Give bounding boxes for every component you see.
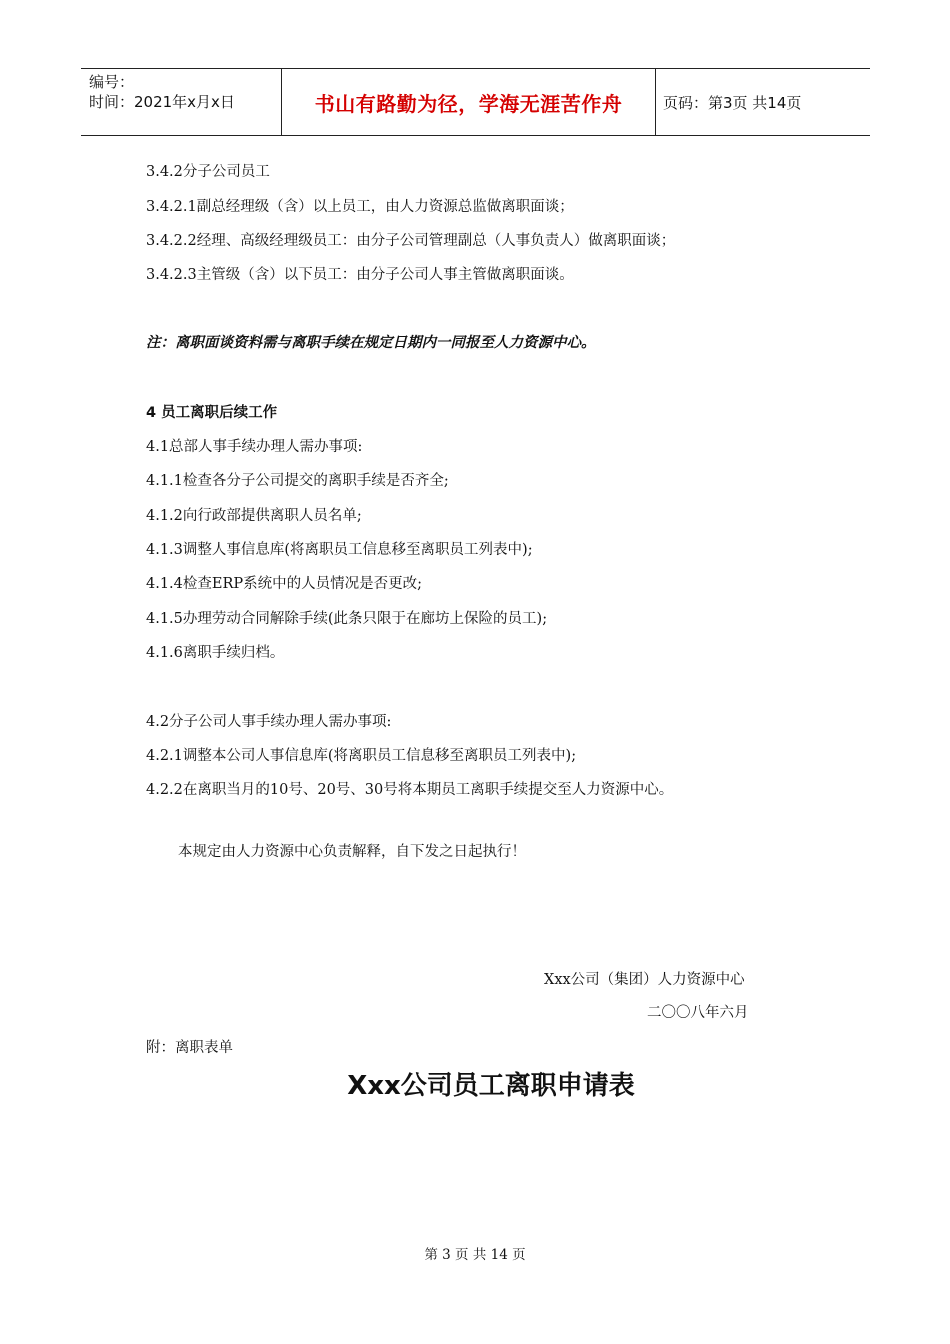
- section-4-1-title: 4.1总部人事手续办理人需办事项:: [146, 439, 363, 455]
- page-footer: 第 3 页 共 14 页: [424, 1247, 526, 1263]
- section-4-2-item: 4.2.1调整本公司人事信息库(将离职员工信息移至离职员工列表中);: [146, 748, 577, 764]
- page-header: [81, 68, 870, 136]
- section-4-2-title: 4.2分子公司人事手续办理人需办事项:: [146, 714, 392, 730]
- form-title: Xxx公司员工离职申请表: [347, 1071, 635, 1101]
- header-page-info: 页码：第3页 共14页: [663, 93, 802, 112]
- signature-date: 二〇〇八年六月: [647, 1005, 749, 1021]
- section-3-4-2-item: 3.4.2.2经理、高级经理级员工：由分子公司管理副总（人事负责人）做离职面谈；: [146, 233, 676, 249]
- signature-org: Xxx公司（集团）人力资源中心: [544, 972, 745, 988]
- section-4-1-item: 4.1.1检查各分子公司提交的离职手续是否齐全;: [146, 473, 449, 489]
- section-4-1-item: 4.1.5办理劳动合同解除手续(此条只限于在廊坊上保险的员工);: [146, 611, 548, 627]
- section-4-1-item: 4.1.2向行政部提供离职人员名单;: [146, 508, 362, 524]
- header-meta-cell: [81, 69, 282, 135]
- section-3-4-2-title: 3.4.2分子公司员工: [146, 164, 270, 180]
- attachment-label: 附：离职表单: [146, 1040, 233, 1056]
- section-4-2-item: 4.2.2在离职当月的10号、20号、30号将本期员工离职手续提交至人力资源中心。: [146, 782, 674, 798]
- closing-statement: 本规定由人力资源中心负责解释，自下发之日起执行！: [178, 844, 526, 860]
- header-motto: 书山有路勤为径，学海无涯苦作舟: [282, 69, 656, 135]
- serial-label: 编号：: [89, 73, 135, 91]
- note-text: 注：离职面谈资料需与离职手续在规定日期内一同报至人力资源中心。: [146, 335, 596, 351]
- date-label: 时间：2021年x月x日: [89, 93, 235, 111]
- section-3-4-2-item: 3.4.2.3主管级（含）以下员工：由分子公司人事主管做离职面谈。: [146, 267, 574, 283]
- section-4-1-item: 4.1.6离职手续归档。: [146, 645, 285, 661]
- section-3-4-2-item: 3.4.2.1副总经理级（含）以上员工，由人力资源总监做离职面谈；: [146, 199, 574, 215]
- section-4-1-item: 4.1.4检查ERP系统中的人员情况是否更改;: [146, 576, 423, 592]
- section-4-title: 4 员工离职后续工作: [146, 405, 278, 421]
- section-4-1-item: 4.1.3调整人事信息库(将离职员工信息移至离职员工列表中);: [146, 542, 533, 558]
